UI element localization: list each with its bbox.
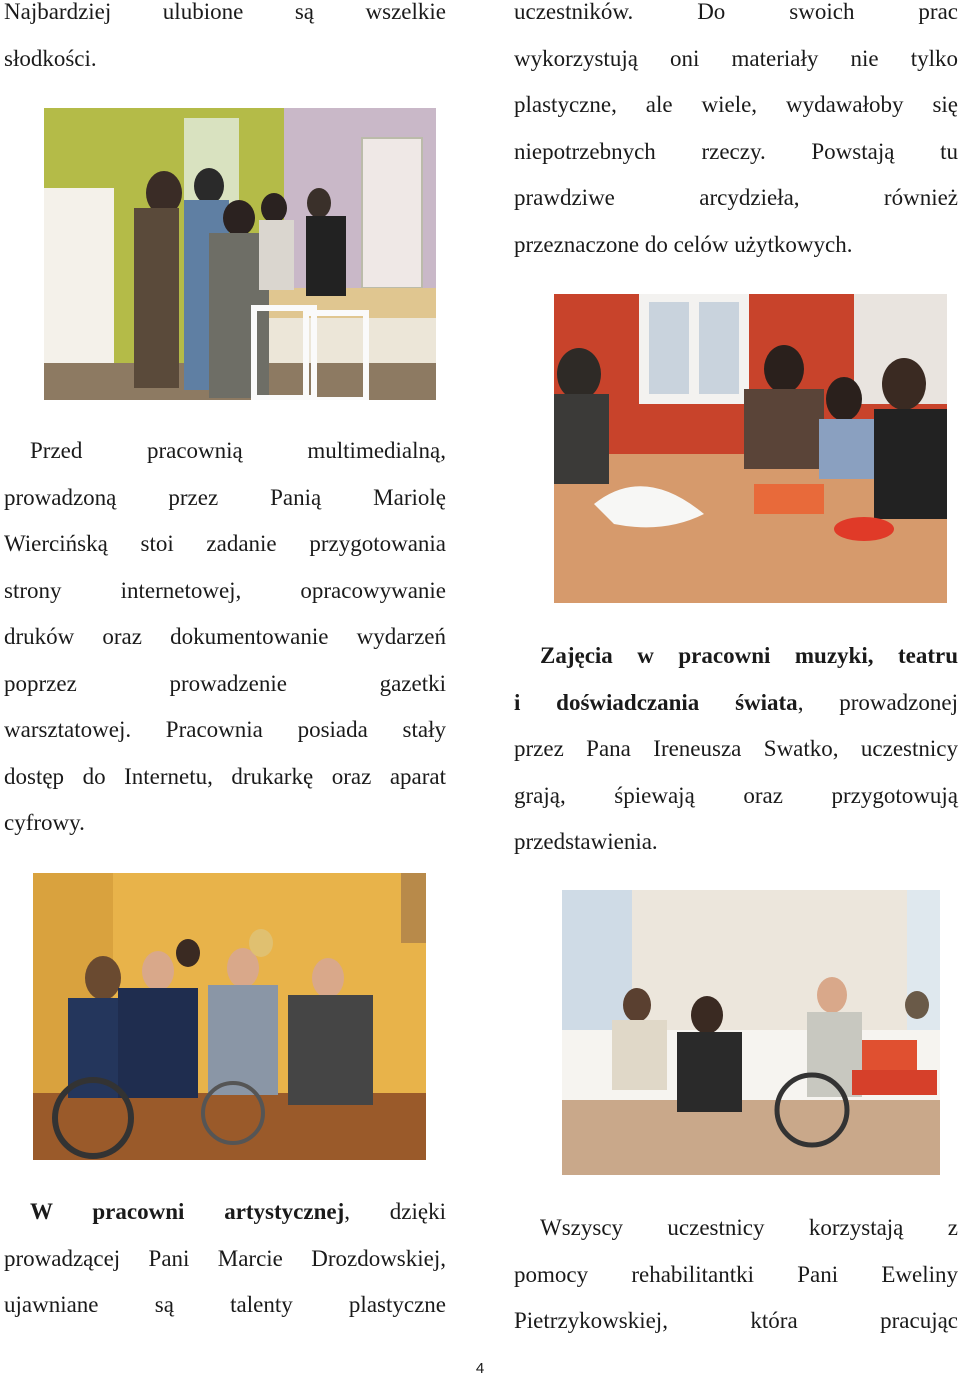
- text-line: grają, śpiewają oraz przygotowują: [514, 782, 958, 808]
- room-photo: [562, 890, 940, 1175]
- text-line: wykorzystują oni materiały nie tylko: [514, 45, 958, 71]
- text-line: Wszyscy uczestnicy korzystają z: [540, 1215, 958, 1240]
- left-top-text: [4, 0, 446, 82]
- text-line: Pietrzykowskiej, która pracując: [514, 1308, 958, 1333]
- text-line: ujawniane są talenty plastyczne: [4, 1292, 446, 1317]
- text-span: , dzięki: [344, 1199, 446, 1224]
- text-line: warsztatowej. Pracownia posiada stały: [4, 717, 446, 742]
- page-number: 4: [475, 1360, 485, 1377]
- art-paragraph: [4, 1189, 446, 1329]
- text-line: Przed pracownią multimedialną,: [30, 438, 446, 463]
- text-span: , prowadzonej: [797, 689, 958, 715]
- text-line: uczestników. Do swoich prac: [514, 0, 958, 24]
- text-line: przedstawienia.: [514, 829, 658, 854]
- right-top-text: [514, 0, 958, 268]
- text-line: prowadzącej Pani Marcie Drozdowskiej,: [4, 1245, 446, 1271]
- text-line: słodkości.: [4, 45, 97, 71]
- music-paragraph: [514, 633, 958, 866]
- text-line: [514, 680, 958, 727]
- text-line: cyfrowy.: [4, 810, 85, 835]
- text-line: dostęp do Internetu, drukarkę oraz aparat: [4, 763, 446, 789]
- group-photo: [33, 873, 426, 1160]
- multimedia-paragraph: [4, 428, 446, 847]
- text-line: poprzez prowadzenie gazetki: [4, 670, 446, 696]
- text-line: pomocy rehabilitantki Pani Eweliny: [514, 1261, 958, 1287]
- text-line: prawdziwe arcydzieła, również: [514, 185, 958, 210]
- bold-text: Zajęcia w pracowni muzyki, teatru: [540, 643, 958, 668]
- text-line: Wiercińską stoi zadanie przygotowania: [4, 531, 446, 556]
- rehab-paragraph: [514, 1205, 958, 1345]
- text-line: plastyczne, ale wiele, wydawałoby się: [514, 92, 958, 117]
- bold-text: W pracowni artystycznej: [30, 1199, 345, 1224]
- text-line: strony internetowej, opracowywanie: [4, 577, 446, 603]
- text-line: przeznaczone do celów użytkowych.: [514, 231, 853, 257]
- bold-text: i doświadczania świata: [514, 689, 798, 715]
- text-line: przez Pana Ireneusza Swatko, uczestnicy: [514, 736, 958, 761]
- text-line: [4, 1189, 446, 1236]
- text-line: niepotrzebnych rzeczy. Powstają tu: [514, 138, 958, 164]
- text-line: Najbardziej ulubione są wszelkie: [4, 0, 446, 24]
- kitchen-photo: [44, 108, 436, 400]
- text-line: prowadzoną przez Panią Mariolę: [4, 484, 446, 510]
- text-line: druków oraz dokumentowanie wydarzeń: [4, 624, 446, 649]
- text-line: [514, 633, 958, 680]
- craft-table-photo: [554, 294, 947, 603]
